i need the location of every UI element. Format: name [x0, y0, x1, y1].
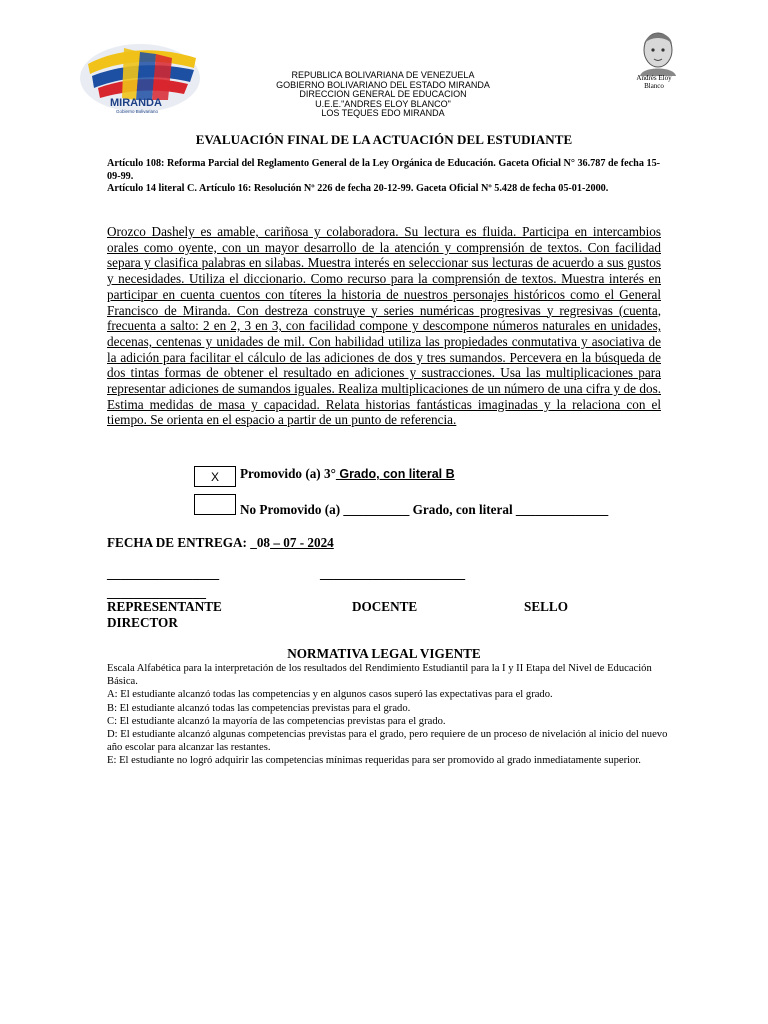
- promoted-label: Promovido (a) 3° Grado, con literal B: [240, 466, 455, 481]
- portrait-caption: Andrés Eloy Blanco: [636, 74, 672, 90]
- header-line: U.E.E."ANDRES ELOY BLANCO": [315, 98, 451, 109]
- article-108: Artículo 108: Reforma Parcial del Reglamento General de la Ley Orgánica de Educación. Gaceta Oficial N° 36.787 de fecha 15-09-99.: [107, 158, 661, 182]
- logo-subtext: Gobierno Bolivariano: [116, 109, 159, 114]
- normativa-item-e: E: El estudiante no logró adquirir las competencias mínimas requeridas para ser promovido al grado inmediatamente superior.: [107, 755, 641, 767]
- normativa-item-a: A: El estudiante alcanzó todas las competencias y en algunos casos superó las expectativas para el grado.: [107, 689, 553, 701]
- article-reference: [107, 158, 663, 196]
- signature-line-representante: _________________: [107, 566, 220, 581]
- delivery-date: FECHA DE ENTREGA: _08 – 07 - 2024: [107, 535, 334, 550]
- logo-text: MIRANDA: [110, 97, 162, 109]
- promoted-mark: X: [210, 470, 219, 484]
- normativa-intro: Escala Alfabética para la interpretación de los resultados del Rendimiento Estudiantil para la I y II Etapa del Nivel de Educación Básica.: [107, 663, 652, 688]
- docente-label: DOCENTE: [352, 599, 418, 614]
- promoted-grade: Grado, con literal B: [335, 467, 455, 481]
- not-promoted-label: No Promovido (a) __________ Grado, con literal ______________: [240, 502, 609, 517]
- portrait-image: [632, 28, 682, 76]
- article-14: Artículo 14 literal C. Artículo 16: Resolución Nº 226 de fecha 20-12-99. Gaceta Oficial Nº 5.428 de fecha 05-01-2000.: [107, 183, 609, 195]
- header-line: DIRECCION GENERAL DE EDUCACION: [299, 89, 467, 100]
- normativa-title: NORMATIVA LEGAL VIGENTE: [287, 646, 481, 661]
- signature-line-docente: ______________________: [320, 566, 466, 581]
- header-line: GOBIERNO BOLIVARIANO DEL ESTADO MIRANDA: [276, 79, 490, 90]
- normativa-item-b: B: El estudiante alcanzó todas las competencias previstas para el grado.: [107, 702, 411, 714]
- signature-line-director: _______________: [107, 585, 206, 600]
- director-label: DIRECTOR: [107, 615, 178, 630]
- page-title: EVALUACIÓN FINAL DE LA ACTUACIÓN DEL ESTUDIANTE: [195, 132, 573, 147]
- sello-label: SELLO: [524, 599, 568, 614]
- evaluation-text: Orozco Dashely es amable, cariñosa y colaboradora. Su lectura es fluida. Participa en intercambios orales como oyente, con un mayor desarrollo de la atención y comprensión de textos. Con facilidad separa y clasifica palabras en silabas. Muestra interés en seleccionar sus lecturas de acuerdo a sus gustos y necesidades. Utiliza el diccionario. Como recurso para la comprensión de textos. Muestra interés en participar en cuenta cuentos con títeres la historia de nuestros personajes históricos como el General Francisco de Miranda. Con destreza construye y series numéricas progresivas y regresivas (cuenta, frecuenta a salto: 2 en 2, 3 en 3, con facilidad compone y descompone números naturales en unidades, decenas, centenas y unidades de mil. Con habilidad utiliza las propiedades conmutativa y asociativa de la adición para facilitar el cálculo de las adiciones de dos y tres sumandos. Percevera en la búsqueda de dos tintas formas de obtener el resultado en adiciones y sustracciones. Usa las multiplicaciones para representar adiciones de sumandos iguales. Realiza multiplicaciones de un número de una cifra y de dos. Estima medidas de masa y capacidad. Relata historias fantásticas imaginadas y la relaciona con el tiempo. Se orienta en el espacio a partir de un punto de referencia.: [107, 224, 661, 428]
- promoted-checkbox[interactable]: [194, 466, 236, 487]
- not-promoted-checkbox[interactable]: [194, 494, 236, 515]
- representante-label: REPRESENTANTE: [107, 599, 222, 614]
- header-line: REPUBLICA BOLIVARIANA DE VENEZUELA: [291, 70, 475, 80]
- normativa-body: [107, 662, 682, 768]
- normativa-item-c: C: El estudiante alcanzó la mayoría de las competencias previstas para el grado.: [107, 715, 446, 727]
- miranda-logo: [78, 42, 208, 116]
- normativa-item-d: D: El estudiante alcanzó algunas competencias previstas para el grado, pero requiere de un proceso de nivelación al inicio del nuevo año escolar para alcanzar las restantes.: [107, 729, 668, 754]
- header-line: LOS TEQUES EDO MIRANDA: [321, 108, 445, 119]
- header-block: [230, 71, 536, 119]
